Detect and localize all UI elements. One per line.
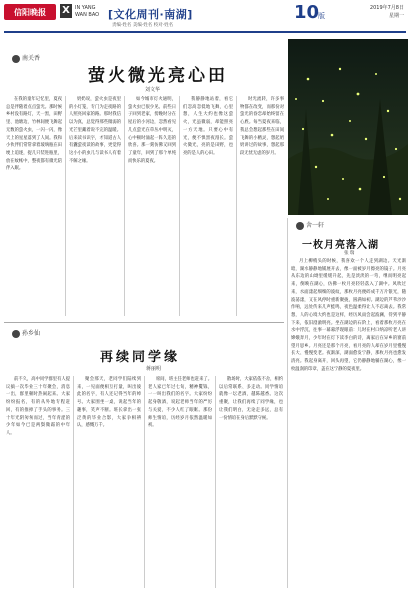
header-rule: [4, 31, 406, 33]
weekday-text: 星期一: [388, 13, 404, 19]
firefly-photo: [288, 39, 408, 215]
article3-column-3: 席间，班主任老师也赶来了。老人家已年过七旬，精神矍铄，一一叫出我们的名字。大家纷纷起身敬酒，说起老师当年的严厉与关爱，不少人红了眼眶。那份师生情谊，历经岁月依然温暖如初。: [148, 377, 212, 429]
article1-tag-text: 南关香: [22, 55, 41, 62]
article-separator: [4, 322, 284, 323]
column-divider: [65, 96, 66, 316]
article1-column-4: 我静静地站着，看它们忽高忽低地飞舞，心里想，人生大约也像这萤火，光虽微弱，却能照亮一方天地。只要心中有光，便不惧黑夜漫长。萤火微光，亮的是田野，也亮的是人的心田。: [183, 97, 233, 156]
article1-headline: 萤火微光亮心田: [88, 66, 228, 86]
column-divider: [236, 96, 237, 316]
column-badge-icon: [12, 330, 20, 338]
column-divider: [179, 96, 180, 316]
brand-letter: X: [60, 4, 72, 18]
article1-column-3: 如今城市灯火通明，萤火虫已很少见。前些日子回到老家，傍晚时分在屋后的小河边，忽然看见几点萤光在草丛中明灭，心中顿时涌起一阵久违的欣喜。那一刻仿佛又回到了童年，回到了那个单纯而快乐的夏夜。: [128, 97, 176, 164]
article3-column-tag: [12, 328, 40, 338]
right-column-divider: [287, 218, 288, 588]
column-badge-icon: [12, 55, 20, 63]
right-article-byline: 张 瑞: [344, 251, 355, 256]
article3-byline: 蒋丽明: [146, 366, 162, 372]
date-text: 2019年7月8日: [369, 5, 404, 11]
column-divider: [124, 96, 125, 316]
column-badge-icon: [296, 222, 304, 230]
article1-column-2: 奶奶说，萤火虫是夜里的小灯笼，专门为走夜路的人照亮回家的路。那时我信以为真，总觉得那些微弱的光芒里藏着说不完的温暖。后来读书识字，才知道古人有囊萤夜读的故事，更觉得这小小的虫儿与读书人有着不解之缘。: [69, 97, 121, 164]
article3-tag-text: 孙乡仙: [22, 330, 41, 337]
masthead: [0, 0, 410, 38]
article3-headline: 再续同学缘: [100, 350, 181, 365]
column-divider: [215, 376, 216, 588]
right-tag-text: 舍一轩: [306, 222, 325, 229]
page-unit: 版: [318, 12, 325, 20]
right-article-body: 月上柳梢头的时候，我喜欢一个人走到湖边。天光渐暗，湖水静静地铺展开去，像一面被岁月擦亮的镜子。月亮从东边的山坳里缓缓升起，先是淡淡的一弯，继而明亮起来，倒映在湖心，仿佛一枚月亮轻轻落入了湖中。风吹过来，水面漾起细细的波纹，那枚月亮便碎成千万片银光，随波荡漾，又在风停时重新聚拢，圆满如初。湖边的芦苇沙沙作响，远处传来几声蛙鸣，夜色温柔得让人不忍离去。我常想，人的心境大约也是这样，经历风雨会起波澜，待到平静下来，依旧澄澈明亮。坐在湖边的石阶上，看着那枚月亮在水中浮沉，往事一幕幕浮现眼前：儿时在村口纳凉听老人讲嫦娥奔月，少年时在灯下读李白的诗，离家后在异乡的窗前望月思乡。月亮还是那个月亮，看月亮的人却在岁月里慢慢长大、慢慢变老。夜渐深，湖面愈发宁静，那枚月亮也愈发清亮。我起身离开，回头再望，它仍静静地躺在湖心，像一枚温润的印章，盖在这宁静的夏夜里。: [291, 259, 406, 372]
article3-column-1: 前不久，高中同学群里有人提议搞一次毕业三十年聚会，消息一出，群里顿时热闹起来。大家纷纷报名，有的从外地专程赶回，有的推掉了手头的事务。三十年光阴匆匆而过，当年青涩的少年如今已是两鬓微霜的中年人。: [6, 377, 70, 436]
article1-byline: 刘文华: [145, 87, 161, 93]
right-article-column-tag: [296, 220, 324, 230]
article3-column-4: 散场时，大家依依不舍，相约以后常联系、多走动。同学情谊就像一坛老酒，越陈越香。这次重聚，让我们再续了同学缘，也让我们明白，无论走多远，总有一份情谊在身后默默守候。: [219, 377, 283, 421]
column-divider: [144, 376, 145, 588]
article1-column-tag: [12, 53, 40, 63]
article1-column-1: 在我的童年记忆里，夏夜总是伴随着点点萤光。那时候乡村没有路灯，天一黑，田野里、池塘边、竹林间便飞舞起无数的萤火虫，一闪一闪，像天上的星星落到了人间。我和小伙伴们常常拿着玻璃瓶在田埂上追逐，捉几只装进瓶里，放在蚊帐中，整夜都有微光陪伴入眠。: [6, 97, 62, 172]
column-divider: [73, 376, 74, 588]
newspaper-logo: 信阳晚报: [4, 4, 56, 20]
editors-line: 责编·姓名 美编·姓名 校对·姓名: [112, 23, 174, 28]
brand-pinyin: IN YANG: [75, 5, 96, 11]
article1-column-5: 时光流转，许多事物都在改变，而那份对萤光的眷恋却始终留在心底。每当夏夜来临，我总会想起那些在田间飞舞的小精灵，想起奶奶讲过的故事，想起那段无忧无虑的岁月。: [240, 97, 284, 156]
brand-sub: WAN BAO: [75, 12, 100, 18]
section-title: [文化周刊·南湖]: [108, 8, 193, 21]
article3-column-2: 聚会那天，老同学们陆续到来，一见面便相互打量，叫出彼此的名字，有人还记得当年的绰号。大家围坐一桌，说起当年的趣事，笑声不断。班长拿出一张泛黄的毕业合影，大家争相辨认，感慨万千。: [77, 377, 141, 429]
photo-scene: [288, 39, 408, 215]
issue-date: [370, 4, 404, 20]
page-number: 10: [294, 2, 320, 23]
right-article-headline: 一枚月亮落入湖: [302, 240, 379, 251]
masthead-brand: [60, 5, 99, 19]
